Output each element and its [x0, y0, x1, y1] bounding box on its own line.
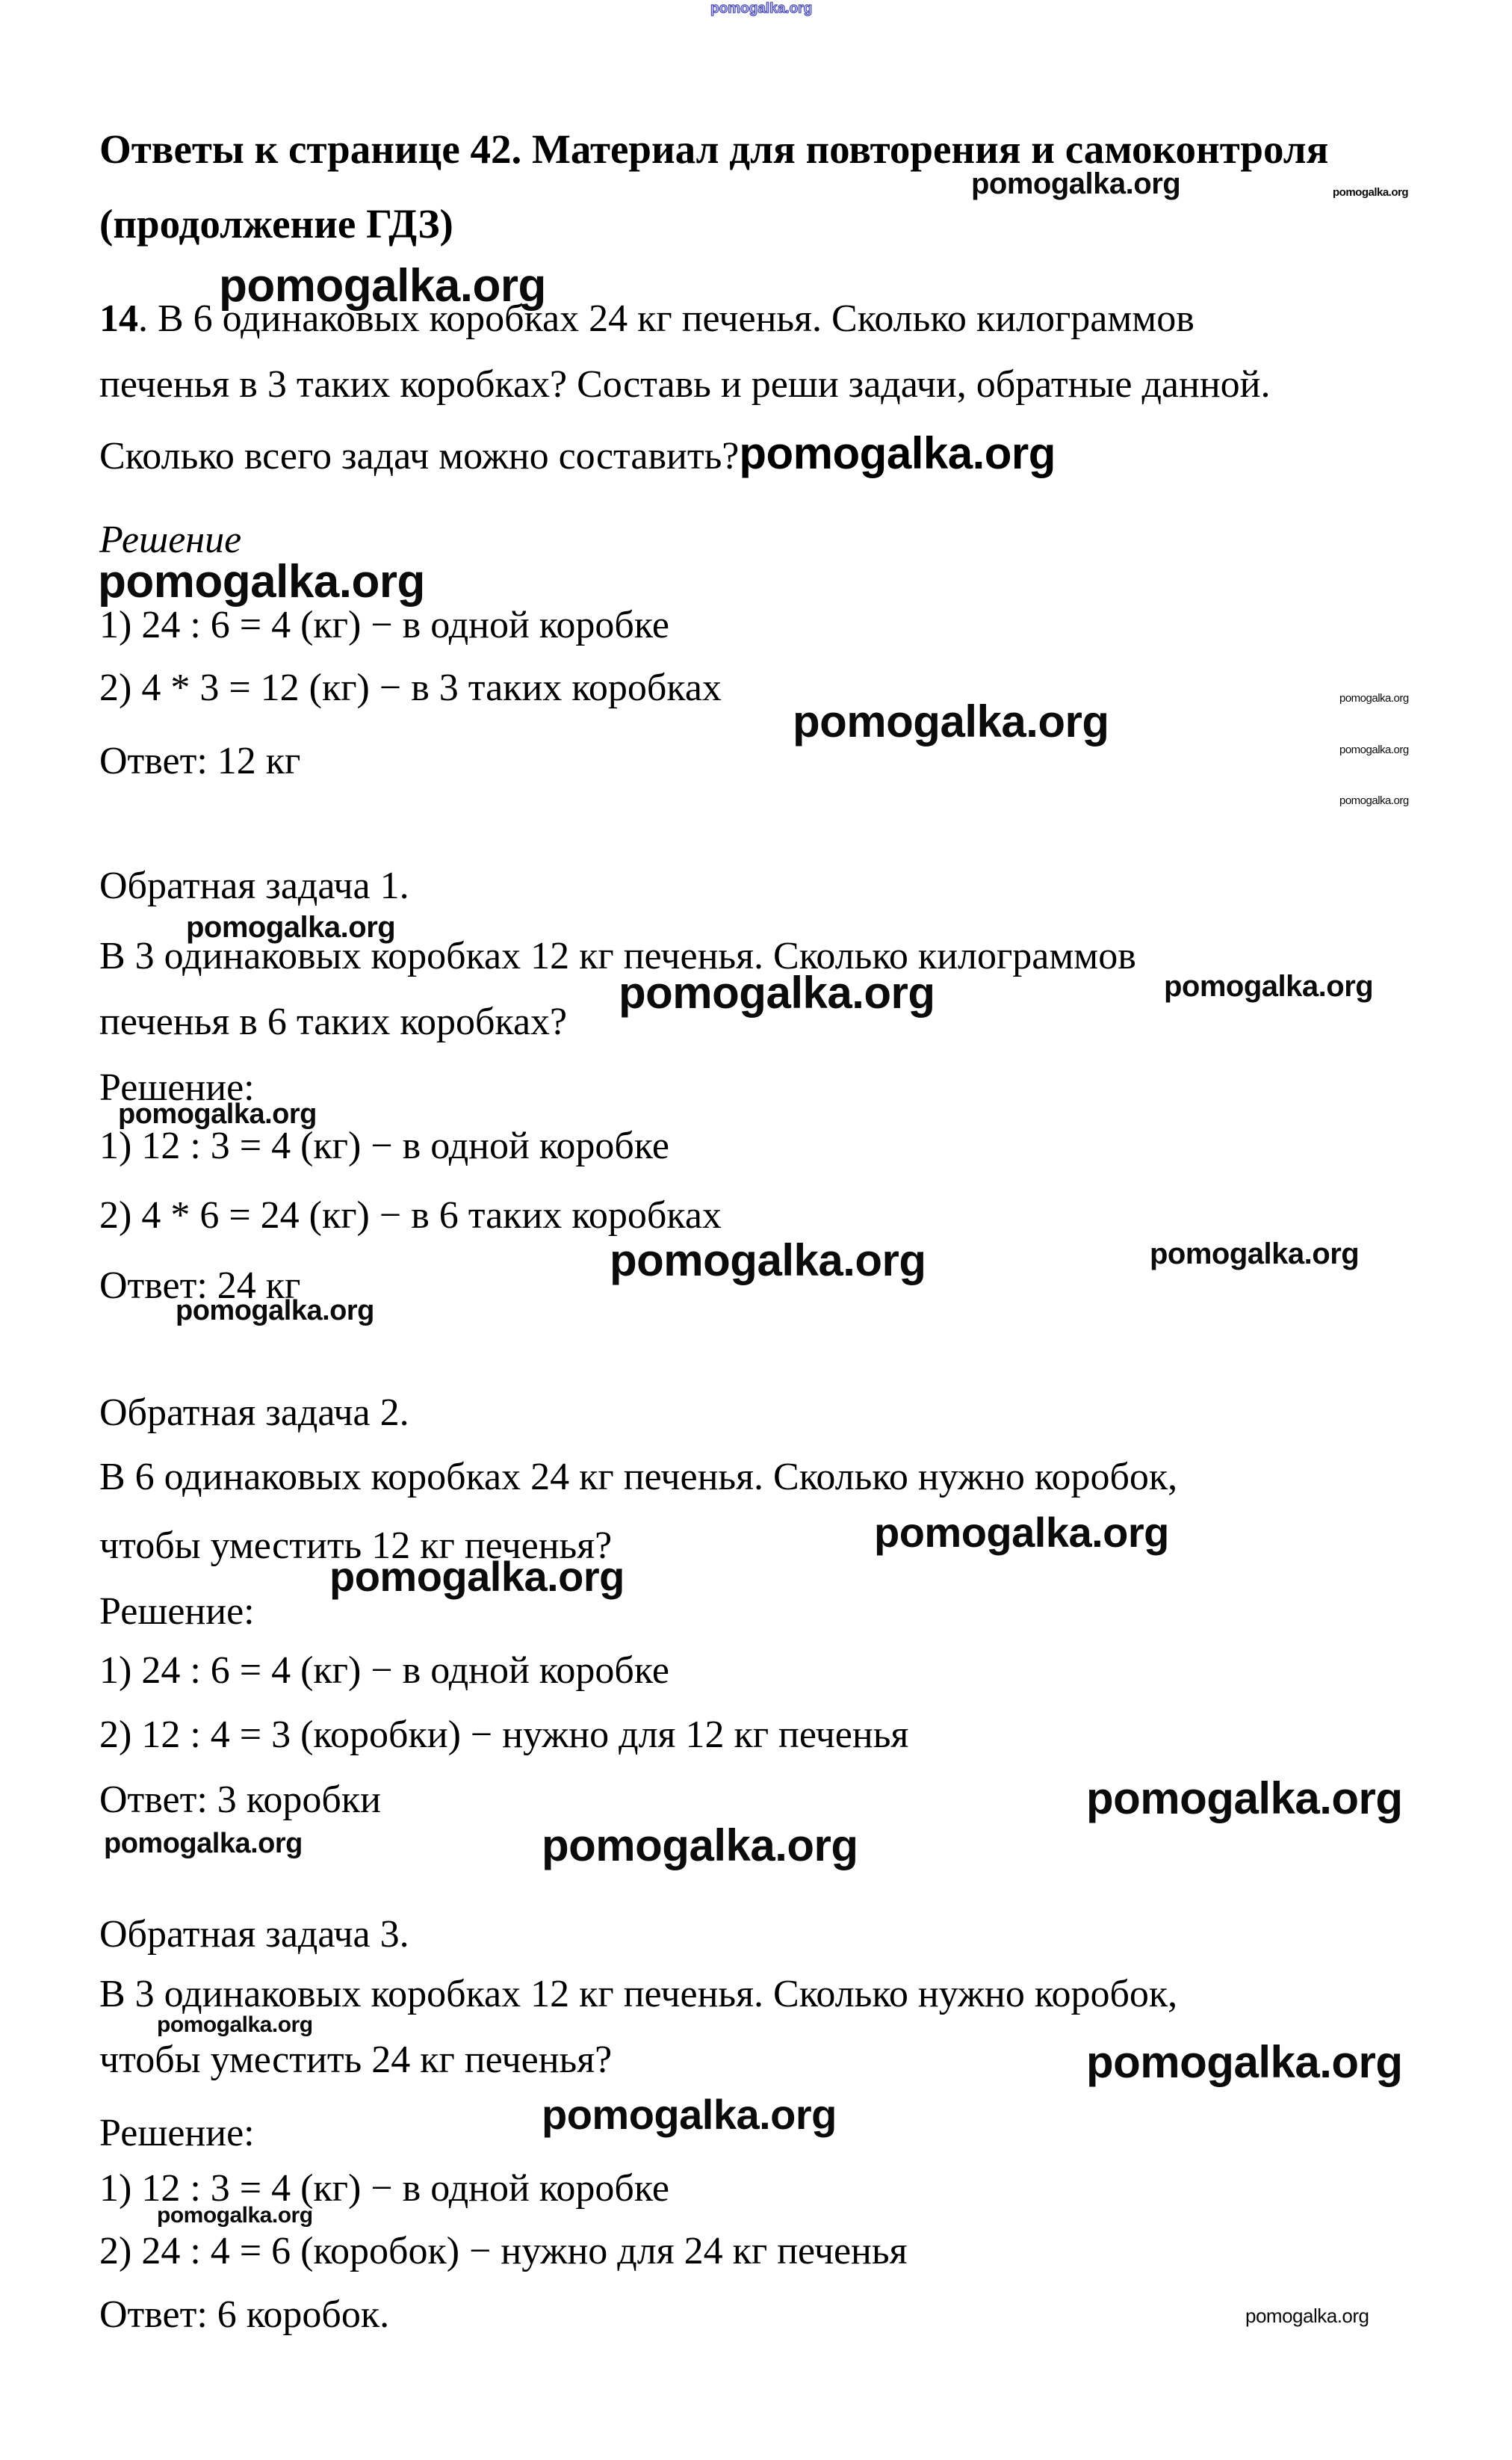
watermark: pomogalka.org	[176, 1295, 374, 1326]
watermark: pomogalka.org	[1150, 1237, 1360, 1270]
watermark: pomogalka.org	[874, 1509, 1169, 1556]
page-title-line2: (продолжение ГДЗ)	[99, 201, 453, 247]
inverse3-step2: 2) 24 : 4 = 6 (коробок) − нужно для 24 кг печенья	[99, 2230, 908, 2272]
inverse1-line1: В 3 одинаковых коробках 12 кг печенья. Сколько килограммов	[99, 935, 1136, 977]
watermark-tiny-2: pomogalka.org	[1339, 744, 1409, 756]
watermark: pomogalka.org	[1086, 2037, 1403, 2087]
watermark-tiny-3: pomogalka.org	[1339, 794, 1409, 807]
inverse2-answer: Ответ: 3 коробки	[99, 1778, 381, 1821]
watermark: pomogalka.org	[793, 696, 1109, 747]
inverse2-line1: В 6 одинаковых коробках 24 кг печенья. Сколько нужно коробок,	[99, 1456, 1178, 1498]
inverse2-step1: 1) 24 : 6 = 4 (кг) − в одной коробке	[99, 1649, 669, 1692]
page-title-line1: Ответы к странице 42. Материал для повторения и самоконтроля	[99, 126, 1329, 172]
watermark: pomogalka.org	[186, 911, 396, 944]
inverse3-line2: чтобы уместить 24 кг печенья?	[99, 2039, 613, 2081]
watermark: pomogalka.org	[104, 1828, 303, 1859]
inverse1-line2: печенья в 6 таких коробках?	[99, 1001, 568, 1043]
inverse2-title: Обратная задача 2.	[99, 1391, 409, 1434]
inverse1-title: Обратная задача 1.	[99, 865, 409, 907]
watermark: pomogalka.org	[329, 1553, 625, 1600]
watermark-tiny-1: pomogalka.org	[1339, 692, 1409, 705]
watermark-header-tiny: pomogalka.org	[1333, 186, 1409, 199]
watermark: pomogalka.org	[1164, 970, 1374, 1003]
watermark: pomogalka.org	[542, 2091, 837, 2138]
task14-line2: печенья в 3 таких коробках? Составь и реши задачи, обратные данной.	[99, 363, 1271, 406]
inverse3-line1: В 3 одинаковых коробках 12 кг печенья. Сколько нужно коробок,	[99, 1973, 1178, 2015]
watermark: pomogalka.org	[219, 260, 546, 312]
task14-step2: 2) 4 * 3 = 12 (кг) − в 3 таких коробках	[99, 667, 722, 709]
task14-line3	[99, 429, 1056, 478]
task14-number: 14	[99, 297, 138, 340]
watermark: pomogalka.org	[1086, 1773, 1403, 1823]
watermark-bottom: pomogalka.org	[1245, 2305, 1369, 2327]
inverse1-answer: Ответ: 24 кг	[99, 1264, 301, 1307]
task14-step1: 1) 24 : 6 = 4 (кг) − в одной коробке	[99, 604, 669, 646]
inverse1-solution-label: Решение:	[99, 1066, 255, 1109]
watermark-top: pomogalka.org	[710, 1, 813, 16]
watermark: pomogalka.org	[157, 2203, 313, 2228]
watermark: pomogalka.org	[610, 1235, 926, 1285]
watermark: pomogalka.org	[542, 1820, 858, 1870]
inverse3-answer: Ответ: 6 коробок.	[99, 2293, 390, 2336]
inverse2-solution-label: Решение:	[99, 1590, 255, 1633]
task14-solution-label: Решение	[99, 519, 242, 561]
watermark: pomogalka.org	[619, 968, 935, 1018]
inverse2-step2: 2) 12 : 4 = 3 (коробки) − нужно для 12 кг печенья	[99, 1713, 909, 1756]
inverse3-step1: 1) 12 : 3 = 4 (кг) − в одной коробке	[99, 2167, 669, 2210]
watermark: pomogalka.org	[118, 1098, 317, 1130]
inverse1-step1: 1) 12 : 3 = 4 (кг) − в одной коробке	[99, 1125, 669, 1167]
inverse3-solution-label: Решение:	[99, 2112, 255, 2154]
watermark-inline: pomogalka.org	[739, 428, 1056, 478]
task14-answer: Ответ: 12 кг	[99, 740, 301, 782]
watermark: pomogalka.org	[157, 2012, 313, 2037]
task14-line1	[99, 297, 1195, 340]
task14-line1-text: . В 6 одинаковых коробках 24 кг печенья. Сколько килограммов	[138, 297, 1195, 340]
inverse1-step2: 2) 4 * 6 = 24 (кг) − в 6 таких коробках	[99, 1194, 722, 1237]
inverse2-line2: чтобы уместить 12 кг печенья?	[99, 1524, 613, 1567]
watermark: pomogalka.org	[98, 556, 425, 608]
task14-line3-text: Сколько всего задач можно составить?	[99, 435, 740, 478]
inverse3-title: Обратная задача 3.	[99, 1913, 409, 1956]
watermark-header: pomogalka.org	[971, 167, 1181, 200]
